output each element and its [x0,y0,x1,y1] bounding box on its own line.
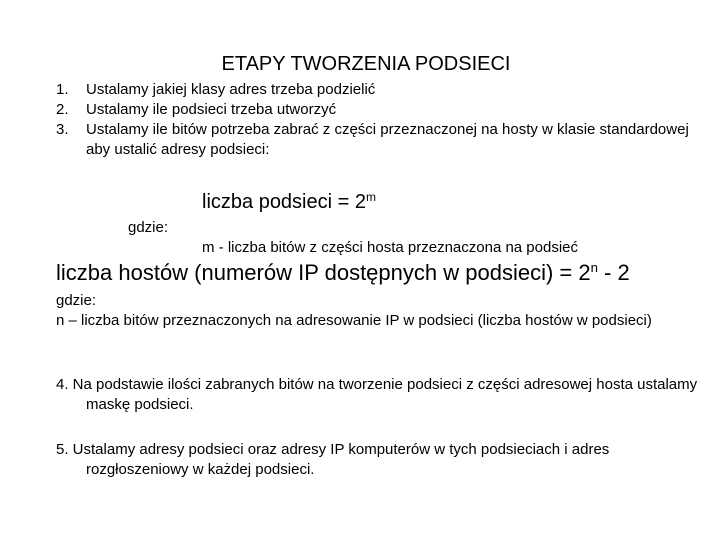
step-item-1 [56,80,696,100]
steps-list [56,80,696,160]
subnet-count-formula [202,190,376,214]
step-text: Ustalamy ile podsieci trzeba utworzyć [86,101,337,118]
formula-text: liczba hostów (numerów IP dostępnych w podsieci) = 2 [56,260,591,285]
formula-suffix: - 2 [597,260,630,285]
where-label: gdzie: [56,292,97,309]
formula-exponent: n [590,260,598,276]
formula-text: liczba podsieci = 2 [202,191,366,213]
slide-title: ETAPY TWORZENIA PODSIECI [221,53,511,75]
step-number: 1. [56,81,69,98]
where-label: gdzie: [128,219,169,236]
m-definition: m - liczba bitów z części hosta przeznaczona na podsieć [202,239,579,256]
n-definition: n – liczba bitów przeznaczonych na adresowanie IP w podsieci (liczba hostów w podsieci) [56,312,652,329]
step-number: 2. [56,101,69,118]
step-text: Ustalamy jakiej klasy adres trzeba podzielić [86,81,376,98]
step-text: Ustalamy ile bitów potrzeba zabrać z części przeznaczonej na hosty w klasie standardowej aby ustalić adresy podsieci: [86,121,689,158]
step-number: 3. [56,121,69,138]
step-item-5: 5. Ustalamy adresy podsieci oraz adresy IP komputerów w tych podsieciach i adres rozgłoszeniowy w każdej podsieci. [56,441,610,478]
step-item-4: 4. Na podstawie ilości zabranych bitów na tworzenie podsieci z części adresowej hosta ustalamy maskę podsieci. [56,376,698,413]
host-count-formula [56,260,630,286]
formula-exponent: m [365,189,376,204]
step-item-3 [56,120,696,160]
step-item-2 [56,100,696,120]
